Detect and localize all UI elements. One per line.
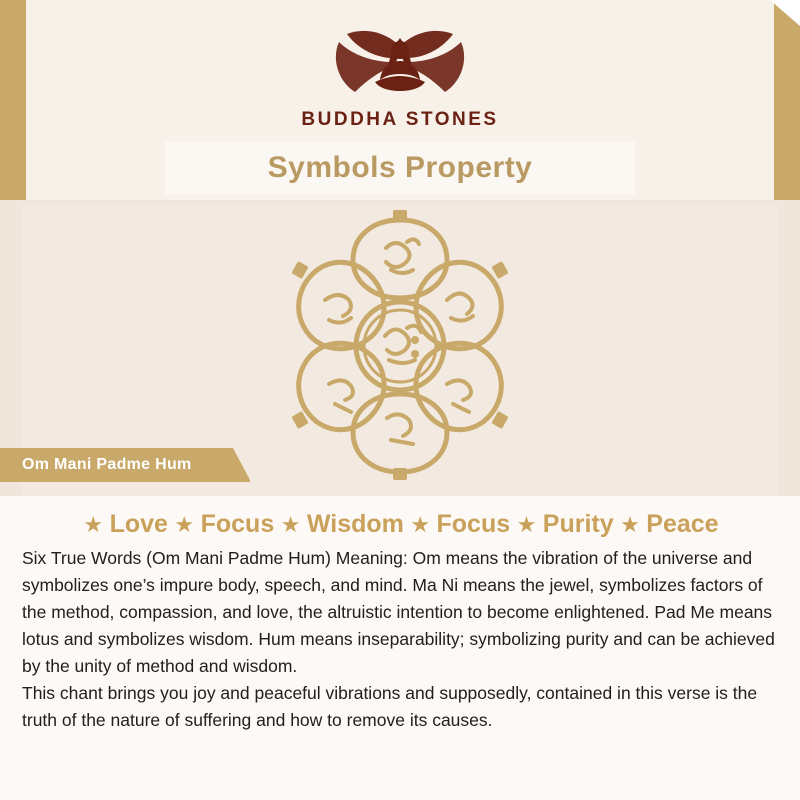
star-icon: ★	[620, 511, 640, 537]
star-icon: ★	[174, 511, 195, 537]
title-banner	[165, 142, 635, 194]
description-paragraph-2: This chant brings you joy and peaceful vibrations and supposedly, contained in this verse is the truth of the nature of suffering and how to remove its causes.	[22, 683, 758, 730]
star-icon: ★	[516, 511, 537, 537]
star-icon: ★	[410, 511, 431, 537]
brand-logo-area	[0, 12, 800, 131]
star-icon: ★	[280, 511, 301, 537]
keyword-item: Purity	[542, 510, 614, 538]
om-mani-padme-hum-mandala-icon	[255, 470, 545, 487]
keyword-item: Focus	[200, 510, 275, 538]
symbol-label-tab	[0, 448, 250, 482]
keyword-item: Focus	[436, 510, 511, 538]
keyword-item: Wisdom	[306, 510, 404, 538]
keyword-list	[0, 510, 800, 539]
mandala-area	[0, 208, 800, 488]
symbol-label: Om Mani Padme Hum	[22, 456, 192, 473]
lotus-meditation-icon	[0, 12, 800, 107]
symbol-label-tab-notch	[233, 448, 251, 482]
keyword-item: Love	[109, 510, 168, 538]
description-paragraph-1: Six True Words (Om Mani Padme Hum) Meaning: Om means the vibration of the universe and symbolizes one’s impure body, speech, and mind. Ma Ni means the jewel, symbolizes factors of the method, compassion, and love, the altruistic intention to become enlightened. Pad Me means lotus and symbolizes wisdom. Hum means inseparability; symbolizing purity and can be achieved by the unity of method and wisdom.	[22, 548, 775, 676]
keyword-item: Peace	[646, 510, 719, 538]
description-text	[22, 545, 782, 734]
page-title: Symbols Property	[267, 151, 533, 184]
star-icon: ★	[83, 511, 104, 537]
brand-name: BUDDHA STONES	[301, 109, 499, 130]
